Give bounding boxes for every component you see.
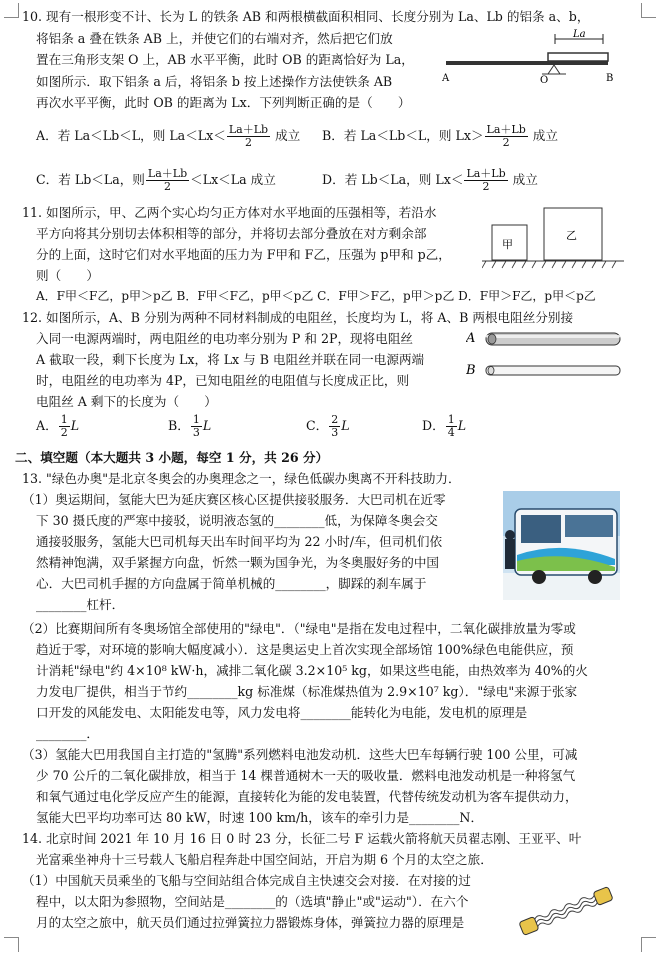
- q13-line-13: ________．: [36, 726, 99, 741]
- q10-option-c: C．若 Lb＜La，则 $\frac{La+Lb}{2}$ ＜Lx＜La 成立: [36, 167, 276, 193]
- q11-fig-jia-label: 甲: [502, 238, 513, 251]
- corner-mark-top-right: [641, 3, 656, 18]
- q13-line-5: 然精神饱满，双手紧握方向盘，忻然一颗为国争光，为冬奥服好务的中国: [36, 555, 439, 570]
- q11-line-2: 平方向将其分别切去体积相等的部分，并将切去部分叠放在对方剩余部: [36, 226, 427, 241]
- hydrogen-bus-photo: [503, 491, 620, 600]
- q13-line-17: 氢能大巴平均功率可达 80 kW，时速 100 km/h，该车的牵引力是________N．: [36, 810, 484, 825]
- corner-mark-bottom-left: [4, 937, 19, 952]
- q11-line-1: 11. 如图所示，甲、乙两个实心均匀正方体对水平地面的压强相等，若沿水: [22, 205, 437, 220]
- q10-option-a: A．若 La＜Lb＜L，则 La＜Lx＜ $\frac{La+Lb}{2}$ 成立: [36, 123, 301, 149]
- q12-line-2: 入同一电源两端时，两电阻丝的电功率分别为 P 和 2P，现将电阻丝: [36, 331, 414, 346]
- q10-line-1: 10. 现有一根形变不计、长为 L 的铁条 AB 和两根横截面积相同、长度分别为 La、Lb 的铝条 a、b，: [22, 9, 590, 24]
- q10-fig-b-label: B: [606, 73, 614, 84]
- q10-fig-la-label: La: [573, 29, 586, 40]
- corner-mark-bottom-right: [641, 937, 656, 952]
- q13-line-14: （3）氢能大巴用我国自主打造的"氢腾"系列燃料电池发动机．这些大巴车每辆行驶 100 公里，可减: [22, 747, 578, 762]
- q13-line-9: 趋近于零，对环境的影响大幅度减小）．这是奥运史上首次实现全部场馆 100%绿色电能供应，预: [36, 642, 574, 657]
- q13-line-15: 少 70 公斤的二氧化碳排放，相当于 14 棵普通树木一天的吸收量．燃料电池发动机是一种将氢气: [36, 768, 576, 783]
- spring-exerciser-figure: [516, 880, 616, 942]
- q12-fig-b-label: B: [466, 363, 476, 378]
- q14-line-1: 14. 北京时间 2021 年 10 月 16 日 0 时 23 分，长征二号 F 运载火箭将航天员翟志刚、王亚平、叶: [22, 831, 582, 846]
- q10-option-d: D．若 Lb＜La，则 Lx＜ $\frac{La+Lb}{2}$ 成立: [322, 167, 538, 193]
- q14-line-3: （1）中国航天员乘坐的飞船与空间站组合体完成自主快速交会对接．在对接的过: [22, 873, 471, 888]
- q10-fig-a-label: A: [442, 73, 450, 84]
- q10-lever-figure: [438, 28, 618, 86]
- q12-option-b: B． $\frac{1}{3}$ L: [168, 413, 212, 439]
- q10-line-5: 再次水平平衡，此时 OB 的距离为 Lx．下列判断正确的是（ ）: [36, 95, 411, 110]
- q11-line-4: 则（ ）: [36, 268, 99, 283]
- q10-line-2: 将铝条 a 叠在铁条 AB 上，并使它们的右端对齐，然后把它们放: [36, 31, 393, 46]
- q14-line-4: 程中，以太阳为参照物，空间站是________的（选填"静止"或"运动"）．在六个: [36, 894, 469, 909]
- q11-cubes-figure: [482, 205, 624, 273]
- q12-line-1: 12. 如图所示，A、B 分别为两种不同材料制成的电阻丝，长度均为 L，将 A、B 两根电阻丝分别接: [22, 310, 574, 325]
- q12-line-4: 时，电阻丝的电功率为 4P，已知电阻丝的电阻值与长度成正比，则: [36, 373, 410, 388]
- q14-line-2: 光富乘坐神舟十三号载人飞船启程奔赴中国空间站，开启为期 6 个月的太空之旅．: [36, 852, 493, 867]
- q13-line-3: 下 30 摄氏度的严寒中接驳，说明液态氢的________低，为保障冬奥会交: [36, 513, 438, 528]
- q11-fig-yi-label: 乙: [566, 229, 577, 242]
- q13-line-12: 口开发的风能发电、太阳能发电等，风力发电将________能转化为电能，发电机的原理是: [36, 705, 528, 720]
- q13-line-7: ________杠杆．: [36, 597, 125, 612]
- q11-options: A．F甲＜F乙，p甲＞p乙 B．F甲＜F乙，p甲＜p乙 C．F甲＞F乙，p甲＞p乙 D．F甲＞F乙，p甲＜p乙: [36, 289, 596, 303]
- q12-option-d: D． $\frac{1}{4}$ L: [422, 413, 467, 439]
- q13-line-11: 力发电厂提供，相当于节约________kg 标准煤（标准煤热值为 2.9×10⁷ kg）．"绿电"来源于张家: [36, 684, 578, 699]
- q12-option-c: C． $\frac{2}{3}$ L: [306, 413, 350, 439]
- q10-option-b: B．若 La＜Lb＜L，则 Lx＞ $\frac{La+Lb}{2}$ 成立: [322, 123, 558, 149]
- q10-line-4: 如图所示．取下铝条 a 后，将铝条 b 按上述操作方法使铁条 AB: [36, 74, 393, 89]
- q13-line-6: 心．大巴司机手握的方向盘属于简单机械的________，脚踩的刹车属于: [36, 576, 427, 591]
- q13-line-10: 计消耗"绿电"约 4×10⁸ kW·h，减排二氧化碳 3.2×10⁵ kg，如果这些电能，由热效率为 40%的火: [36, 663, 588, 678]
- q13-line-2: （1）奥运期间，氢能大巴为延庆赛区核心区提供接驳服务．大巴司机在近零: [22, 492, 446, 507]
- q10-fig-o-label: O: [540, 75, 549, 86]
- q12-line-3: A 截取一段，剩下长度为 Lx，将 Lx 与 B 电阻丝并联在同一电源两端: [36, 352, 425, 367]
- q10-line-3: 置在三角形支架 O 上，AB 水平平衡，此时 OB 的距离恰好为 La，: [36, 52, 414, 67]
- q12-fig-a-label: A: [466, 331, 476, 346]
- q11-line-3: 分的上面，这时它们对水平地面的压力为 F甲和 F乙，压强为 p甲和 p乙，: [36, 247, 451, 262]
- q13-line-1: 13. "绿色办奥"是北京冬奥会的办奥理念之一，绿色低碳办奥离不开科技助力．: [22, 471, 461, 486]
- q13-line-8: （2）比赛期间所有冬奥场馆全部使用的"绿电"．（"绿电"是指在发电过程中，二氧化碳排放量为零或: [22, 621, 576, 636]
- q14-line-5: 月的太空之旅中，航天员们通过拉弹簧拉力器锻炼身体，弹簧拉力器的原理是: [36, 915, 465, 930]
- q12-option-a: A． $\frac{1}{2}$ L: [36, 413, 80, 439]
- corner-mark-top-left: [4, 3, 19, 18]
- q13-line-16: 和氧气通过电化学反应产生的能源，直接转化为能的发电装置，代替传统发动机为客车提供动力，: [36, 789, 578, 804]
- q12-resistors-figure: [466, 330, 626, 380]
- q12-line-5: 电阻丝 A 剩下的长度为（ ）: [36, 394, 217, 409]
- q13-line-4: 通接驳服务，氢能大巴司机每天出车时间平均为 22 小时/车，但司机们依: [36, 534, 443, 549]
- section-2-heading: 二、填空题（本大题共 3 小题，每空 1 分，共 26 分）: [15, 450, 329, 465]
